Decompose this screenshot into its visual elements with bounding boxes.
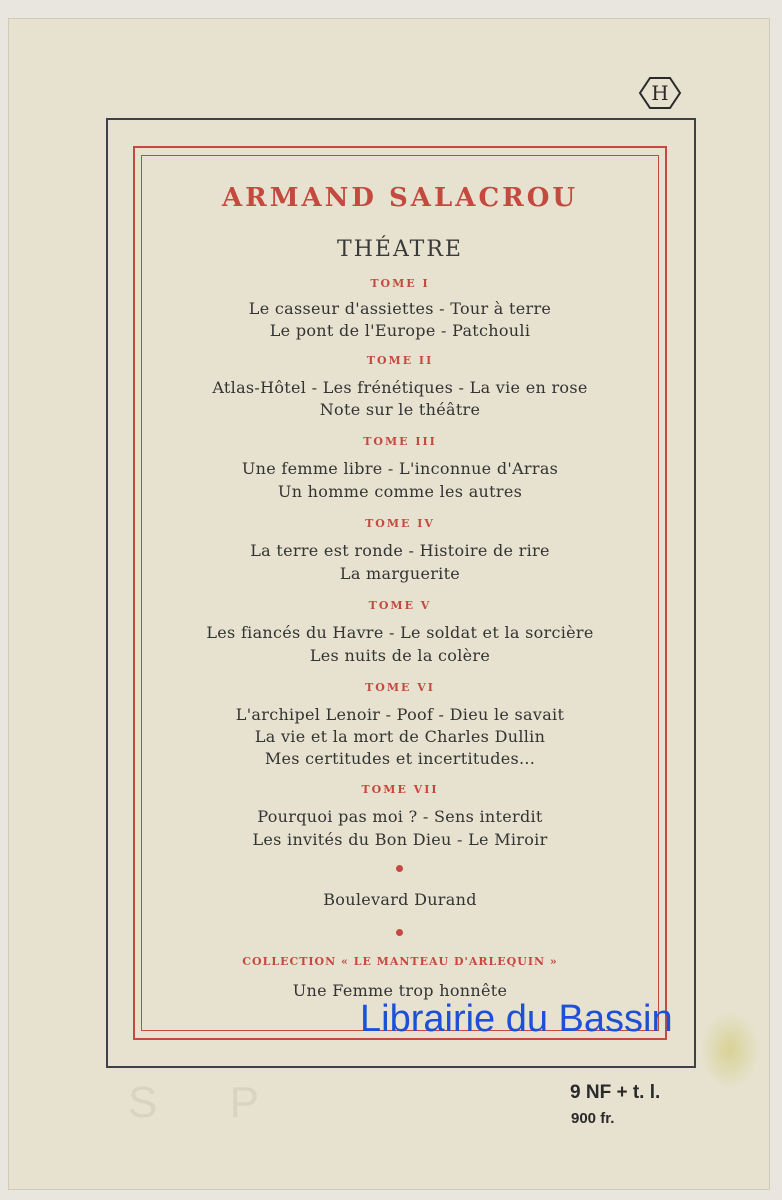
tome-line: Pourquoi pas moi ? - Sens interdit — [257, 807, 543, 826]
tome-line: Le pont de l'Europe - Patchouli — [269, 321, 531, 340]
tome-line: Un homme comme les autres — [277, 482, 523, 501]
tome-line: Mes certitudes et incertitudes... — [264, 749, 536, 768]
tome-line: Les fiancés du Havre - Le soldat et la sorcière — [206, 623, 594, 642]
publisher-logo-icon — [636, 74, 684, 112]
tome-label: TOME VI — [365, 681, 435, 694]
svg-text:H: H — [651, 81, 669, 105]
section-heading: THÉATRE — [337, 237, 463, 262]
tome-line: L'archipel Lenoir - Poof - Dieu le savait — [235, 705, 565, 724]
embossed-stamp: S P — [128, 1078, 289, 1127]
tome-label: TOME II — [366, 354, 434, 367]
tome-label: TOME III — [363, 435, 437, 448]
collection-label: COLLECTION « LE MANTEAU D'ARLEQUIN » — [242, 955, 558, 968]
tome-label: TOME IV — [365, 517, 435, 530]
tome-label: TOME VII — [361, 783, 439, 796]
extra-title: Boulevard Durand — [323, 890, 477, 909]
tome-line: La marguerite — [339, 564, 461, 583]
tome-label: TOME I — [370, 277, 430, 290]
separator-dot — [396, 929, 403, 936]
tome-line: La terre est ronde - Histoire de rire — [250, 541, 550, 560]
price-nf: 9 NF + t. l. — [570, 1082, 661, 1103]
tome-line: Atlas-Hôtel - Les frénétiques - La vie en rose — [212, 378, 588, 397]
tome-line: La vie et la mort de Charles Dullin — [254, 727, 546, 746]
tome-line: Une femme libre - L'inconnue d'Arras — [241, 459, 559, 478]
tome-line: Les nuits de la colère — [309, 646, 491, 665]
tome-label: TOME V — [368, 599, 432, 612]
paper-stain — [700, 1010, 760, 1090]
author-name: ARMAND SALACROU — [221, 183, 579, 213]
separator-dot — [396, 865, 403, 872]
tome-line: Le casseur d'assiettes - Tour à terre — [248, 299, 552, 318]
contents-panel — [141, 155, 659, 1031]
tome-line: Les invités du Bon Dieu - Le Miroir — [252, 830, 548, 849]
watermark-text: Librairie du Bassin — [360, 998, 673, 1040]
tome-line: Note sur le théâtre — [319, 400, 481, 419]
collection-title: Une Femme trop honnête — [292, 981, 508, 1000]
price-fr: 900 fr. — [571, 1110, 615, 1127]
